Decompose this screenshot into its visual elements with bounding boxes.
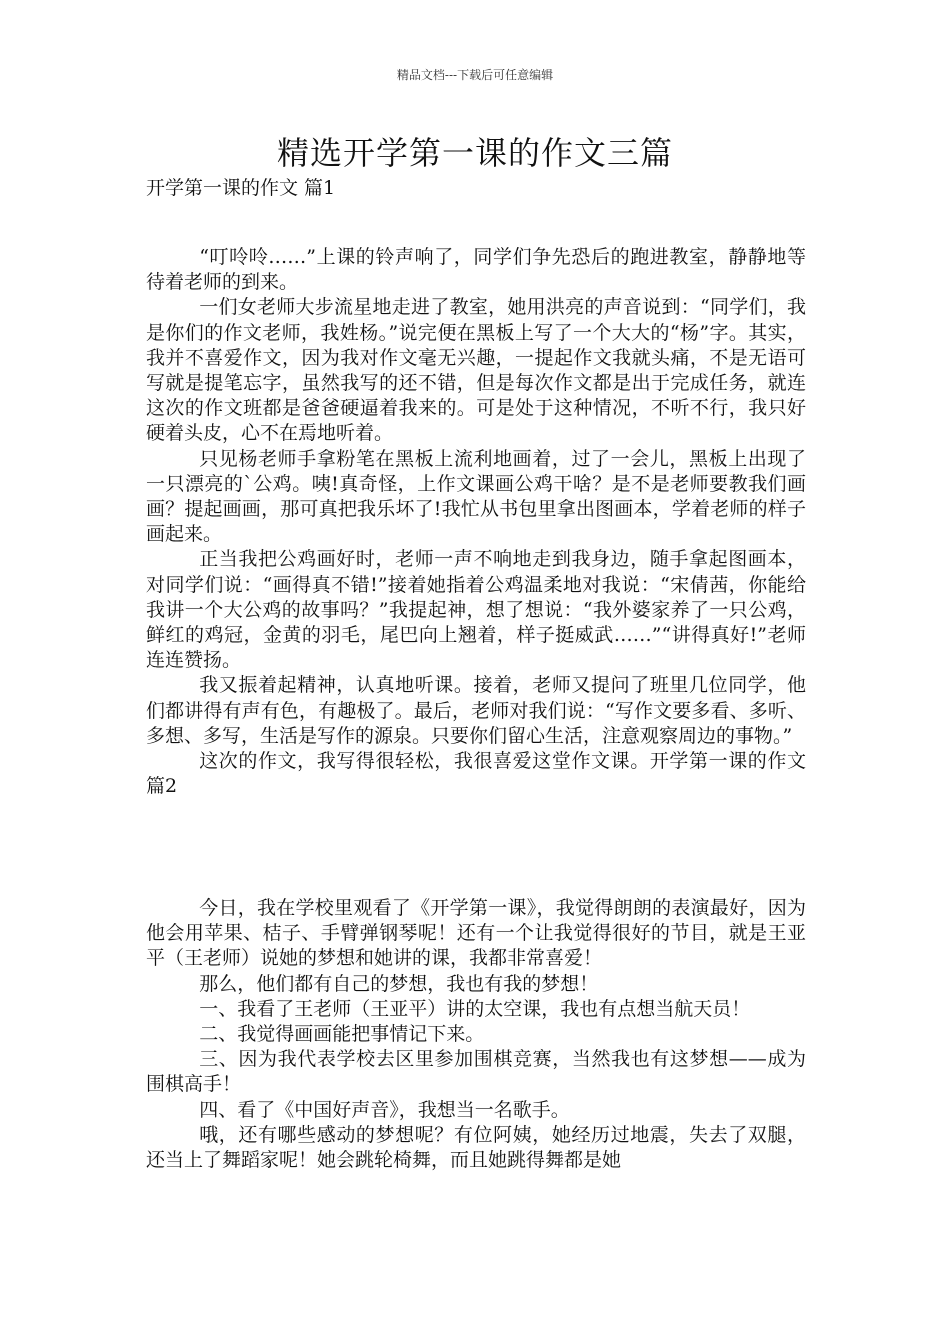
paragraph: 今日，我在学校里观看了《开学第一课》，我觉得朗朗的表演最好，因为他会用苹果、桔子、手臂弹钢琴呢！还有一个让我觉得很好的节目，就是王亚平（王老师）说她的梦想和她讲的课，我都非常喜爱！	[146, 897, 806, 970]
paragraph: 只见杨老师手拿粉笔在黑板上流利地画着，过了一会儿，黑板上出现了一只漂亮的`公鸡。咦!真奇怪，上作文课画公鸡干啥？是不是老师要教我们画画？提起画画，那可真把我乐坏了!我忙从书包里拿出图画本，学着老师的样子画起来。	[146, 447, 806, 546]
paragraph: 一、我看了王老师（王亚平）讲的太空课，我也有点想当航天员！	[199, 997, 751, 1020]
paragraph: 二、我觉得画画能把事情记下来。	[199, 1023, 485, 1046]
page-header: 精品文档---下载后可任意编辑	[396, 68, 554, 82]
paragraph: 三、因为我代表学校去区里参加围棋竞赛，当然我也有这梦想——成为围棋高手！	[146, 1048, 806, 1096]
document-title: 精选开学第一课的作文三篇	[276, 134, 673, 172]
paragraph: 那么，他们都有自己的梦想，我也有我的梦想！	[199, 972, 599, 995]
section-heading-1: 开学第一课的作文 篇1	[146, 177, 336, 199]
paragraph: 四、看了《中国好声音》，我想当一名歌手。	[199, 1098, 570, 1121]
paragraph: 一们女老师大步流星地走进了教室，她用洪亮的声音说到：“同学们，我是你们的作文老师，我姓杨。”说完便在黑板上写了一个大大的“杨”字。其实，我并不喜爱作文，因为我对作文毫无兴趣，一提起作文我就头痛，不是无语可写就是提笔忘字，虽然我写的还不错，但是每次作文都是出于完成任务，就连这次的作文班都是爸爸硬逼着我来的。可是处于这种情况，不听不行，我只好硬着头皮，心不在焉地听着。	[146, 296, 806, 445]
paragraph: 哦，还有哪些感动的梦想呢？有位阿姨，她经历过地震，失去了双腿，还当上了舞蹈家呢！她会跳轮椅舞，而且她跳得舞都是她	[146, 1123, 806, 1172]
paragraph: “叮呤呤……”上课的铃声响了，同学们争先恐后的跑进教室，静静地等待着老师的到来。	[146, 246, 806, 294]
paragraph: 我又振着起精神，认真地听课。接着，老师又提问了班里几位同学，他们都讲得有声有色，有趣极了。最后，老师对我们说：“写作文要多看、多听、多想、多写，生活是写作的源泉。只要你们留心生活，注意观察周边的事物。”	[146, 674, 806, 747]
essay-1-body	[146, 245, 806, 799]
paragraph: 正当我把公鸡画好时，老师一声不响地走到我身边，随手拿起图画本，对同学们说：“画得真不错!”接着她指着公鸡温柔地对我说：“宋倩茜，你能给我讲一个大公鸡的故事吗？”我提起神，想了想说：“我外婆家养了一只公鸡，鲜红的鸡冠，金黄的羽毛，尾巴向上翘着，样子挺威武……”“讲得真好!”老师连连赞扬。	[146, 548, 806, 672]
paragraph: 这次的作文，我写得很轻松，我很喜爱这堂作文课。开学第一课的作文 篇2	[146, 750, 806, 798]
essay-2-body	[146, 896, 806, 1173]
